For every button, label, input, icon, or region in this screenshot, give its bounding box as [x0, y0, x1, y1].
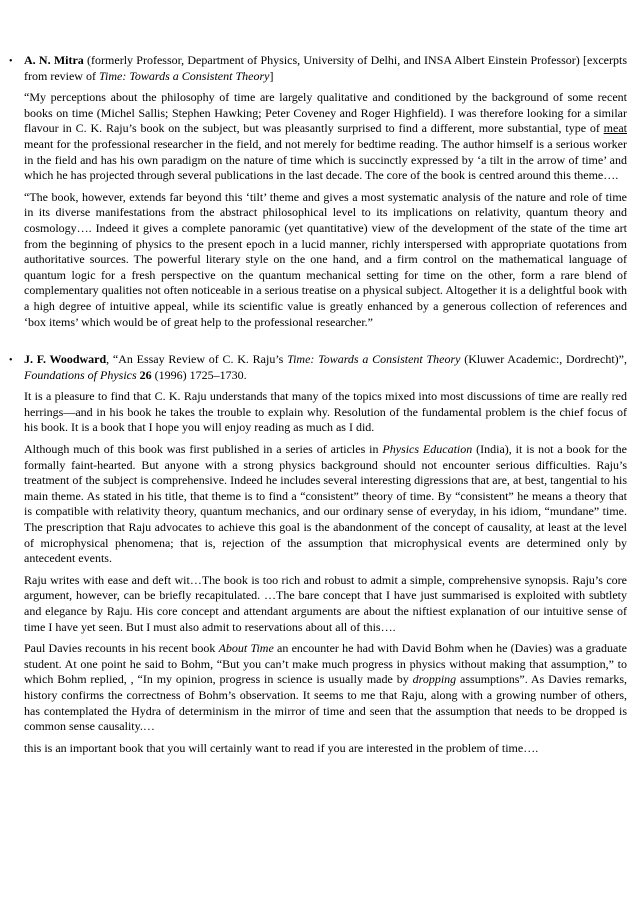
review-paragraph [24, 90, 627, 184]
text-run: Raju writes with ease and deft wit…The book is too rich and robust to admit a simple, comprehensive synopsis. Raju’s core argument, however, can be briefly recapitulated. …The bare concept that I have just summarised is exploited with subtlety and elegance by Raju. His core concept and attendant arguments are about the niftiest explanation of our intuitive sense of time I have yet seen. But I must also admit to reservations about all of this…. [24, 572, 627, 634]
review-paragraph [24, 741, 627, 757]
review-paragraph [24, 389, 627, 436]
text-run: Foundations of Physics [24, 367, 137, 382]
review-heading-mitra [24, 53, 627, 84]
review-paragraph [24, 573, 627, 635]
text-run: meat [603, 121, 627, 136]
text-run: ] [269, 68, 274, 83]
text-run: this is an important book that you will certainly want to read if you are interested in the problem of time…. [24, 740, 539, 755]
review-paragraph [24, 442, 627, 567]
text-run: , “An Essay Review of C. K. Raju’s [106, 352, 288, 367]
review-heading-woodward [24, 352, 627, 383]
text-run: A. N. Mitra [24, 53, 84, 67]
review-paragraph [24, 190, 627, 330]
text-run: Although much of this book was first published in a series of articles in [24, 442, 383, 457]
text-run: meant for the professional researcher in the field, and not merely for bedtime reading. The author himself is a serious worker in the field and has his own paradigm on the nature of time which is succinctly expressed by ‘a tilt in the arrow of time’ and which he has projected through several publications in the last decade. The core of the book is centred around this theme…. [24, 136, 627, 183]
text-run: assumptions”. As Davies remarks, history confirms the correctness of Bohm’s observation. It seems to me that Raju, along with a growing number of others, has contemplated the Hydra of determinism in the mirror of time and seen that the assumption that needs to be dropped is common sense causality.… [24, 672, 628, 734]
text-run: “My perceptions about the philosophy of time are largely qualitative and conditioned by the background of some recent books on time (Michel Sallis; Stephen Hawking; Peter Coveney and Roger Highfield). I was therefore looking for a similar flavour in C. K. Raju’s book on the subject, but was pleasantly surprised to find a different, more substantial, type of [24, 90, 627, 136]
text-run: Physics Education [382, 442, 473, 457]
text-run: (1996) 1725–1730. [151, 367, 247, 382]
text-run: (formerly Professor, Department of Physics, University of Delhi, and INSA Albert Einstein Professor) [excerpts from review of [24, 53, 627, 83]
text-run: It is a pleasure to find that C. K. Raju understands that many of the topics mixed into most discussions of time are really red herrings—and in his book he takes the trouble to explain why. Resolution of the fundamental problem is the chief focus of his book. It is a book that I hope you will enjoy reading as much as I did. [24, 389, 627, 435]
text-run: Time: Towards a Consistent Theory [98, 68, 270, 83]
review-section-mitra [9, 53, 627, 330]
text-run: an encounter he had with David Bohm when he (Davies) was a graduate student. At one point he said to Bohm, “But you can’t make much progress in physics without making that assumption,” to which Bohm replied, , “In my opinion, progress in science is usually made by [24, 641, 627, 687]
text-run: dropping [412, 672, 457, 687]
text-run: J. F. Woodward [24, 352, 107, 367]
text-run: (Kluwer Academic:, Dordrecht)”, [460, 352, 627, 367]
review-paragraph [24, 641, 627, 735]
text-run: About Time [218, 641, 274, 656]
text-run: “The book, however, extends far beyond this ‘tilt’ theme and gives a most systematic analysis of the nature and role of time in its diverse manifestations from the abstract philosophical level to its implications on relativity, quantum theory and cosmology…. Indeed it gives a complete panoramic (yet quantitative) view of the development of the state of the time art from the beginning of physics to the present epoch in a lucid manner, richly interspersed with appropriate quotations from authoritative sources. The powerful literary style on the one hand, and a firm control on the mathematical language of quantum logic for a fresh perspective on the quantum mechanical setting for time on the other, form a rare blend of complementary qualities not often noticeable in a serious treatise on a physical subject. Altogether it is a delightful book with a high degree of intuitive appeal, while its scientific value is greatly enhanced by a generous collection of references and ‘box items’ which would be of great help to the professional researcher.” [24, 189, 627, 329]
text-run: (India), it is not a book for the formally faint-hearted. But anyone with a strong physics background should not encounter serious difficulties. Raju’s treatment of the subject is comprehensive. Indeed he includes several interesting digressions that are, at best, tangential to his main theme. As stated in his title, that theme is to find a “consistent” theory of time. By “consistent” he means a theory that is compatible with relativity theory, quantum mechanics, and our ordinary sense of everyday, in his idiom, “mundane” time. The prescription that Raju advocates to achieve this goal is the abandonment of the concept of causality, at least at the level of microphysical phenomena; that is, rejection of the assumption that microphysical events are determined only by antecedent events. [24, 442, 627, 566]
bullet-marker: • [9, 56, 13, 67]
text-run: Paul Davies recounts in his recent book [24, 641, 219, 656]
text-run: 26 [139, 367, 152, 382]
review-section-woodward [9, 352, 628, 756]
bullet-marker: • [9, 355, 13, 367]
text-run: Time: Towards a Consistent Theory [287, 352, 461, 367]
